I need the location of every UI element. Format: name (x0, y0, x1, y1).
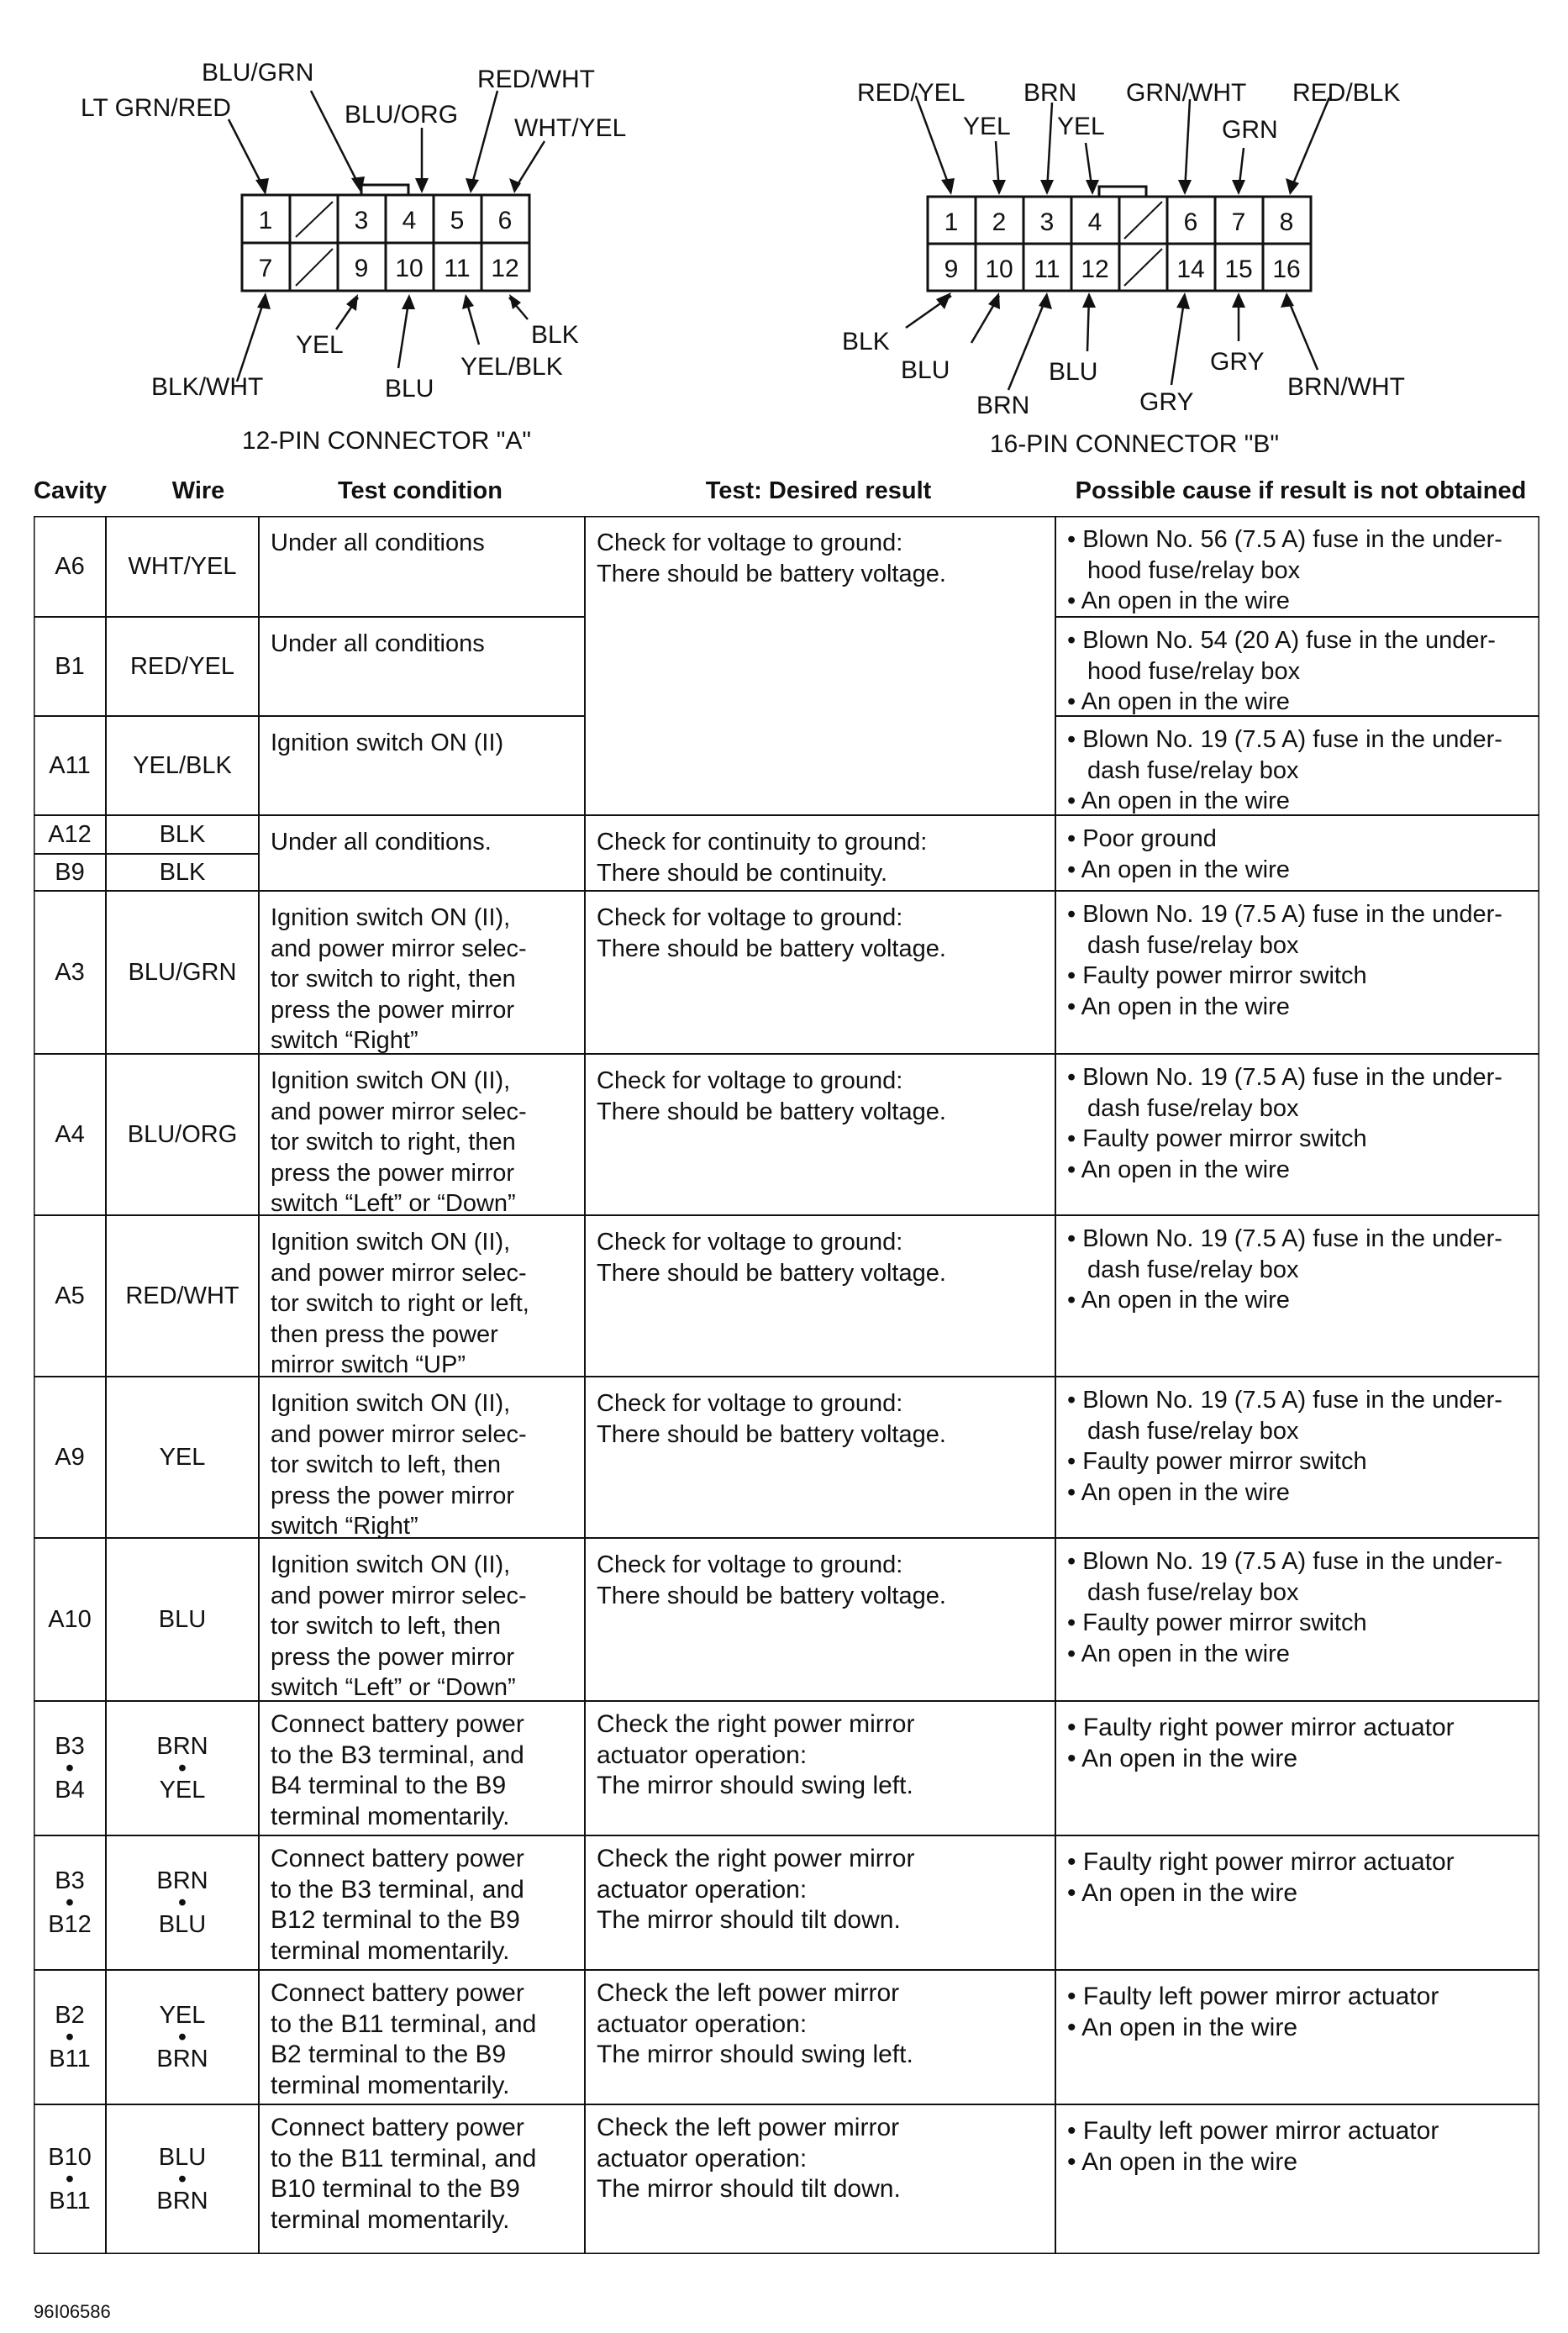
cavity-cell-line: A3 (55, 958, 85, 986)
cause-item: • Faulty right power mirror actuator (1067, 1714, 1455, 1741)
a-pin: 10 (395, 255, 424, 282)
header-cavity: Cavity (34, 477, 108, 504)
cavity-cell-line: B3 (55, 1867, 85, 1894)
result-cell: Check for continuity to ground: There should be continuity. (597, 829, 928, 887)
b-pin: 10 (985, 255, 1013, 283)
b-label-pin11: BRN (976, 392, 1030, 419)
condition-cell: Ignition switch ON (II) (271, 729, 504, 756)
b-label-pin14: GRY (1139, 388, 1194, 416)
b-label-pin10: BLU (901, 356, 950, 384)
cavity-cell (34, 1538, 106, 1701)
cavity-cell-line: • (65, 2024, 75, 2051)
wire-cell (106, 1835, 259, 1970)
connector-a-caption: 12-PIN CONNECTOR "A" (241, 427, 532, 455)
wire-cell (106, 891, 259, 1054)
a-pin: 7 (258, 255, 273, 282)
wire-cell-line: YEL (159, 2001, 206, 2029)
cavity-cell-line: B11 (49, 2188, 91, 2215)
header-cause: Possible cause if result is not obtained (1075, 477, 1527, 504)
cause-cell (1067, 1982, 1533, 2106)
wire-cell-line: BRN (156, 2046, 208, 2072)
b-label-pin16: BRN/WHT (1287, 373, 1405, 401)
cause-item: • Blown No. 19 (7.5 A) fuse in the under- dash fuse/relay box (1067, 1064, 1502, 1122)
wire-cell (106, 1538, 259, 1701)
a-label-pin5: RED/WHT (477, 66, 595, 93)
cavity-cell-line: A6 (55, 552, 85, 580)
b-label-pin15: GRY (1210, 348, 1265, 376)
cause-item: • Faulty left power mirror actuator (1067, 2117, 1439, 2145)
a-pin: 11 (444, 255, 471, 282)
cavity-cell-line: B11 (49, 2046, 91, 2072)
wire-cell-line: BLU (158, 1605, 207, 1633)
wire-cell-line: • (177, 1889, 187, 1916)
b-label-pin6: GRN/WHT (1126, 79, 1247, 107)
cause-item: • Faulty right power mirror actuator (1067, 1848, 1455, 1876)
wire-cell (106, 1054, 259, 1215)
b-label-pin2: YEL (963, 113, 1011, 140)
b-pin: 14 (1176, 255, 1205, 283)
cavity-cell: B9 (55, 859, 85, 886)
cause-item: • Blown No. 19 (7.5 A) fuse in the under- dash fuse/relay box (1067, 726, 1502, 784)
b-pin: 15 (1224, 255, 1253, 283)
result-cell: Check the right power mirror actuator operation: The mirror should swing left. (597, 1710, 915, 1799)
cause-item: • An open in the wire (1067, 993, 1290, 1020)
cavity-cell (34, 1701, 106, 1835)
result-cell-merged: Check for voltage to ground: There should be battery voltage. (597, 529, 946, 587)
cause-item: • An open in the wire (1067, 587, 1290, 614)
a-pin: 3 (354, 207, 369, 234)
condition-cell: Ignition switch ON (II), and power mirror selec- tor switch to right or left, then press the power mirror switch “UP” (271, 1229, 529, 1378)
cause-cell (1067, 524, 1533, 615)
cause-item: • An open in the wire (1067, 2013, 1298, 2041)
cause-cell (1067, 625, 1533, 714)
wire-cell-line: YEL/BLK (133, 751, 232, 779)
cause-cell (1067, 1546, 1533, 1699)
cause-item: • Blown No. 56 (7.5 A) fuse in the under- hood fuse/relay box (1067, 526, 1502, 584)
wire-cell (106, 716, 259, 815)
cause-item: • Blown No. 19 (7.5 A) fuse in the under- dash fuse/relay box (1067, 1225, 1502, 1283)
cavity-cell (34, 716, 106, 815)
condition-cell: Connect battery power to the B11 terminal, and B10 terminal to the B9 terminal momentarily. (271, 2114, 537, 2234)
cavity-cell-line: • (65, 1755, 75, 1782)
a-pin: 1 (258, 207, 273, 234)
b-pin: 1 (944, 208, 959, 236)
cause-cell (1067, 1713, 1533, 1837)
wire-cell-line: BLU (158, 1911, 207, 1938)
result-cell: Check the right power mirror actuator operation: The mirror should tilt down. (597, 1845, 915, 1934)
wire-cell-line: YEL (159, 1443, 206, 1471)
b-pin: 11 (1034, 255, 1060, 283)
cause-item: • Faulty power mirror switch (1067, 1609, 1367, 1636)
wire-cell (106, 1215, 259, 1377)
b-label-pin7: GRN (1222, 116, 1278, 144)
result-cell: Check for voltage to ground: There should be battery voltage. (597, 1390, 946, 1448)
cause-item: • An open in the wire (1067, 856, 1290, 883)
wire-cell (106, 1970, 259, 2104)
cavity-cell-line: • (65, 2166, 75, 2193)
cavity-cell (34, 1054, 106, 1215)
cause-cell (1067, 724, 1533, 814)
a-label-pin1: LT GRN/RED (81, 94, 231, 122)
wire-cell-line: • (177, 1755, 187, 1782)
cause-item: • Blown No. 54 (20 A) fuse in the under- hood fuse/relay box (1067, 627, 1496, 685)
cavity-cell (34, 1970, 106, 2104)
cause-cell (1067, 2116, 1533, 2256)
a-pin: 12 (491, 255, 519, 282)
cavity-cell-line: A10 (48, 1605, 92, 1633)
wire-cell-line: YEL (159, 1777, 206, 1804)
header-condition: Test condition (337, 477, 502, 504)
wire-cell-line: BLU/ORG (127, 1120, 238, 1148)
wire-cell-line: • (177, 2024, 187, 2051)
condition-cell: Ignition switch ON (II), and power mirror selec- tor switch to left, then press the power mirror switch “Left” or “Down” (271, 1551, 527, 1701)
cause-cell (1067, 1224, 1533, 1375)
cause-item: • An open in the wire (1067, 787, 1290, 814)
cause-cell (1067, 1847, 1533, 1972)
condition-cell: Connect battery power to the B11 terminal, and B2 terminal to the B9 terminal momentarily. (271, 1979, 537, 2099)
condition-cell: Ignition switch ON (II), and power mirror selec- tor switch to right, then press the power mirror switch “Left” or “Down” (271, 1067, 527, 1217)
condition-cell: Ignition switch ON (II), and power mirror selec- tor switch to right, then press the power mirror switch “Right” (271, 904, 527, 1054)
wire-cell-line: RED/WHT (125, 1282, 239, 1309)
b-pin: 12 (1081, 255, 1109, 283)
wire-cell: BLK (159, 821, 206, 848)
a-pin: 9 (354, 255, 369, 282)
cavity-cell-line: A9 (55, 1443, 85, 1471)
b-pin: 4 (1087, 208, 1102, 236)
cavity-cell-line: B1 (55, 652, 85, 680)
wire-cell (106, 516, 259, 617)
condition-cell: Connect battery power to the B3 terminal, and B12 terminal to the B9 terminal momentarily. (271, 1845, 524, 1965)
b-pin: 16 (1272, 255, 1301, 283)
b-label-pin3: BRN (1023, 79, 1077, 107)
b-pin: 2 (992, 208, 1007, 236)
wire-cell (106, 1701, 259, 1835)
cause-item: • Poor ground (1067, 825, 1217, 852)
a-label-pin7: BLK/WHT (151, 373, 264, 401)
b-label-pin12: BLU (1049, 358, 1098, 386)
result-cell: Check the left power mirror actuator operation: The mirror should swing left. (597, 1979, 913, 2068)
cavity-cell-line: B12 (48, 1911, 92, 1938)
condition-cell: Under all conditions (271, 630, 485, 657)
condition-cell: Under all conditions (271, 529, 485, 556)
wire-cell-line: RED/YEL (129, 652, 235, 680)
cause-item: • An open in the wire (1067, 1744, 1298, 1772)
b-label-pin9: BLK (842, 328, 890, 355)
result-cell: Check for voltage to ground: There should be battery voltage. (597, 904, 946, 962)
cavity-cell (34, 1215, 106, 1377)
b-pin: 3 (1039, 208, 1055, 236)
a-label-pin11: YEL/BLK (460, 353, 563, 381)
wire-cell (106, 1377, 259, 1538)
cavity-cell (34, 2104, 106, 2254)
cavity-cell-line: • (65, 1889, 75, 1916)
wire-cell (106, 617, 259, 716)
a-label-pin10: BLU (385, 375, 434, 403)
cavity-cell-line: A5 (55, 1282, 85, 1309)
b-pin: 7 (1231, 208, 1246, 236)
a-pin: 6 (497, 207, 513, 234)
cause-item: • An open in the wire (1067, 1156, 1290, 1183)
a-pin: 5 (450, 207, 465, 234)
wire-cell-line: • (177, 2166, 187, 2193)
wire-cell-line: BLU (158, 2143, 207, 2171)
header-wire: Wire (171, 477, 225, 504)
a-label-pin6: WHT/YEL (514, 114, 627, 142)
cavity-cell (34, 617, 106, 716)
cavity-cell (34, 1377, 106, 1538)
b-pin: 9 (944, 255, 959, 283)
cause-cell (1067, 899, 1533, 1052)
figure-code: 96I06586 (34, 2301, 111, 2322)
cavity-cell-line: B3 (55, 1732, 85, 1760)
cavity-cell (34, 1835, 106, 1970)
b-label-pin4: YEL (1057, 113, 1105, 140)
b-pin: 6 (1183, 208, 1198, 236)
b-label-pin8: RED/BLK (1292, 79, 1401, 107)
cause-item: • An open in the wire (1067, 1878, 1298, 1907)
result-cell: Check for voltage to ground: There should be battery voltage. (597, 1551, 946, 1609)
cause-item: • An open in the wire (1067, 2147, 1298, 2176)
cause-item: • Blown No. 19 (7.5 A) fuse in the under- dash fuse/relay box (1067, 1387, 1502, 1445)
result-cell: Check the left power mirror actuator operation: The mirror should tilt down. (597, 2114, 901, 2203)
cause-item: • An open in the wire (1067, 1478, 1290, 1506)
cause-item: • Faulty power mirror switch (1067, 1448, 1367, 1475)
cause-item: • An open in the wire (1067, 688, 1290, 715)
cavity-cell-line: B10 (48, 2143, 92, 2171)
cause-cell (1067, 824, 1533, 889)
cause-item: • An open in the wire (1067, 1287, 1290, 1314)
condition-cell: Under all conditions. (271, 829, 492, 856)
cause-item: • Faulty power mirror switch (1067, 962, 1367, 989)
wire-cell-line: BRN (156, 1732, 208, 1760)
wire-cell: BLK (159, 859, 206, 886)
cavity-cell (34, 516, 106, 617)
header-result: Test: Desired result (705, 477, 932, 504)
b-label-pin1: RED/YEL (857, 79, 966, 107)
wire-cell-line: WHT/YEL (128, 552, 237, 580)
condition-cell: Connect battery power to the B3 terminal, and B4 terminal to the B9 terminal momentarily. (271, 1710, 524, 1830)
cavity-cell (34, 891, 106, 1054)
cause-item: • An open in the wire (1067, 1640, 1290, 1667)
cavity-cell-line: B2 (55, 2001, 85, 2029)
cavity-cell: A12 (48, 821, 92, 848)
wire-test-table (34, 516, 1539, 2254)
cause-item: • Faulty left power mirror actuator (1067, 1983, 1439, 2010)
a-label-pin3: BLU/GRN (202, 59, 314, 87)
condition-cell: Ignition switch ON (II), and power mirror selec- tor switch to left, then press the power mirror switch “Right” (271, 1390, 527, 1540)
a-label-pin12: BLK (531, 321, 579, 349)
cause-item: • Faulty power mirror switch (1067, 1125, 1367, 1152)
cavity-cell-line: A11 (49, 751, 91, 779)
wire-cell (106, 2104, 259, 2254)
wire-cell-line: BLU/GRN (128, 958, 237, 986)
connector-b-caption: 16-PIN CONNECTOR "B" (989, 430, 1280, 458)
cause-item: • Blown No. 19 (7.5 A) fuse in the under- dash fuse/relay box (1067, 1548, 1502, 1606)
result-cell: Check for voltage to ground: There should be battery voltage. (597, 1229, 946, 1287)
cause-cell (1067, 1062, 1533, 1214)
cause-cell (1067, 1385, 1533, 1536)
a-label-pin9: YEL (296, 331, 344, 359)
wire-cell-line: BRN (156, 2188, 208, 2215)
cavity-cell-line: B4 (55, 1777, 85, 1804)
cause-item: • Blown No. 19 (7.5 A) fuse in the under- dash fuse/relay box (1067, 901, 1502, 959)
wire-cell-line: BRN (156, 1867, 208, 1894)
result-cell: Check for voltage to ground: There should be battery voltage. (597, 1067, 946, 1125)
cavity-cell-line: A4 (55, 1120, 85, 1148)
connector-diagrams (0, 0, 1568, 471)
b-pin: 8 (1279, 208, 1294, 236)
a-pin: 4 (402, 207, 417, 234)
a-label-pin4: BLU/ORG (345, 101, 459, 129)
